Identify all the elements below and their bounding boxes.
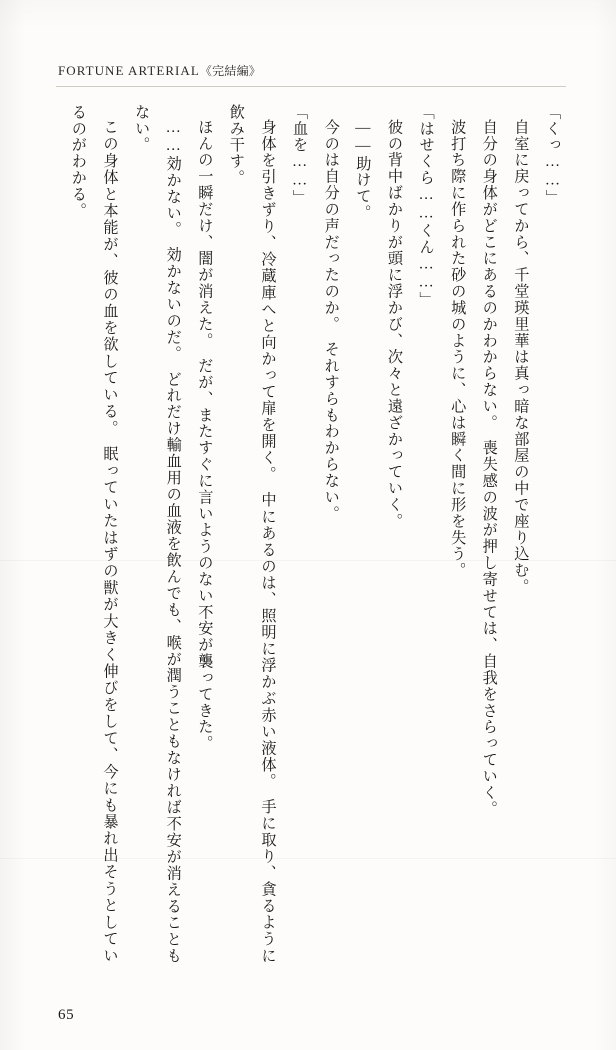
running-head-title-latin: FORTUNE ARTERIAL xyxy=(58,63,200,78)
paragraph: 自分の身体がどこにあるのかわからない。 喪失感の波が押し寄せては、自我をさらっていく。 xyxy=(480,119,498,818)
paragraph: 彼の背中ばかりが頭に浮かび、次々と遠ざかっていく。 xyxy=(385,119,403,530)
header-divider xyxy=(56,86,566,87)
body-text xyxy=(68,104,568,964)
paragraph: 「くっ……」 xyxy=(544,104,561,207)
paragraph: ……効かない。 効かないのだ。 どれだけ輸血用の血液を飲んでも、喉が潤うこともなければ不安が消えることもない。 xyxy=(133,104,182,964)
running-head-title-jp: 《完結編》 xyxy=(199,64,262,78)
paragraph: 「血を……」 xyxy=(291,104,309,207)
paragraph: 自室に戻ってから、千堂瑛里華は真っ暗な部屋の中で座り込む。 xyxy=(512,119,530,596)
running-head xyxy=(58,62,570,79)
paragraph: 「はせくら……くん……」 xyxy=(417,104,435,309)
paragraph: 今のは自分の声だったのか。 それすらもわからない。 xyxy=(322,119,340,522)
page-number: 65 xyxy=(58,1007,75,1023)
paragraph: 波打ち際に作られた砂の城のように、心は瞬く間に形を失う。 xyxy=(449,119,467,579)
paragraph: この身体と本能が、彼の血を欲している。 眠っていたはずの獣が大きく伸びをして、今にも暴れ出そうとしているのがわかる。 xyxy=(69,104,119,964)
paragraph: 身体を引きずり、冷蔵庫へと向かって扉を開く。 中にあるのは、照明に浮かぶ赤い液体。 手に取り、貪るように飲み干す。 xyxy=(227,104,277,964)
paragraph: ほんの一瞬だけ、闇が消えた。 だが、またすぐに言いようのない不安が襲ってきた。 xyxy=(196,119,214,752)
paragraph: ——助けて。 xyxy=(354,119,372,222)
